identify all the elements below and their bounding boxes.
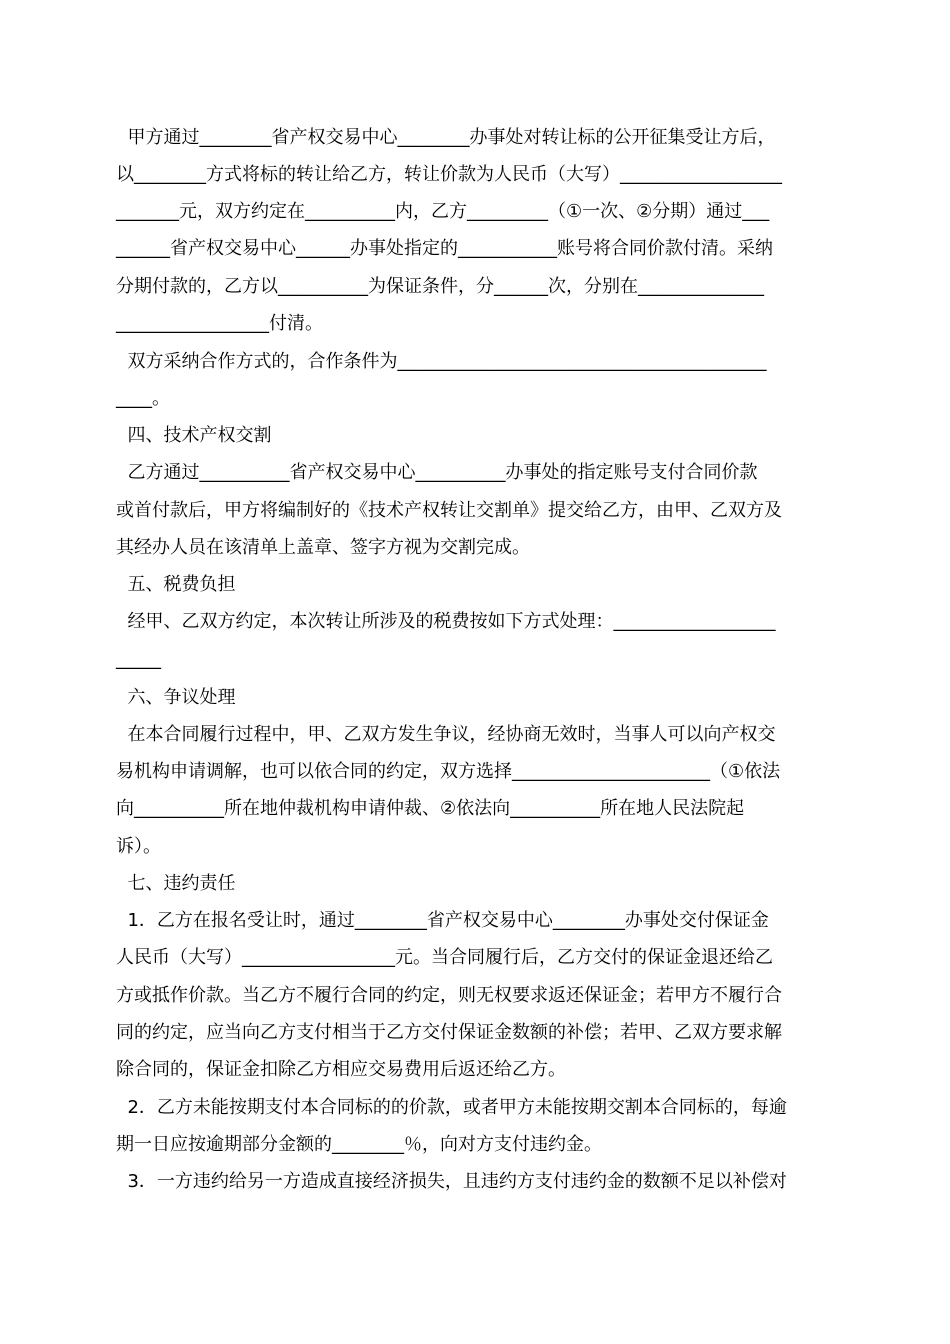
text-line: 乙方通过__________省产权交易中心__________办事处的指定账号支付合同价款 xyxy=(116,462,758,483)
text-line: 2．乙方未能按期支付本合同标的的价款，或者甲方未能按期交割本合同标的，每逾 xyxy=(116,1097,787,1118)
text-line: _______元，双方约定在__________内，乙方_________（①一次、②分期）通过___ xyxy=(116,201,770,222)
section-heading: 四、技术产权交割 xyxy=(116,425,272,446)
text-line: _____ xyxy=(116,649,161,670)
text-line: 或首付款后，甲方将编制好的《技术产权转让交割单》提交给乙方，由甲、乙双方及 xyxy=(116,500,782,521)
text-line: ______省产权交易中心______办事处指定的___________账号将合同价款付清。采纳 xyxy=(116,238,773,259)
text-line: 人民币（大写）_________________元。当合同履行后，乙方交付的保证金退还给乙 xyxy=(116,947,773,968)
text-line: 分期付款的，乙方以__________为保证条件，分______次，分别在______________ xyxy=(116,276,764,297)
section-heading: 五、税费负担 xyxy=(116,574,236,595)
text-line: 诉）。 xyxy=(116,836,161,857)
text-line: 方或抵作价款。当乙方不履行合同的约定，则无权要求返还保证金；若甲方不履行合 xyxy=(116,985,782,1006)
text-line: _________________付清。 xyxy=(116,313,323,334)
section-heading: 六、争议处理 xyxy=(116,687,236,708)
text-line: 易机构申请调解，也可以依合同的约定，双方选择______________________（①依法 xyxy=(116,761,781,782)
text-line: 双方采纳合作方式的，合作条件为_________________________________________ xyxy=(116,351,767,372)
text-line: 向__________所在地仲裁机构申请仲裁、②依法向__________所在地人民法院起 xyxy=(116,798,745,819)
text-line: 3．一方违约给另一方造成直接经济损失，且违约方支付违约金的数额不足以补偿对 xyxy=(116,1171,787,1192)
section-heading: 七、违约责任 xyxy=(116,873,236,894)
text-line: 以________方式将标的转让给乙方，转让价款为人民币（大写）__________________ xyxy=(116,164,782,185)
text-line: 同的约定，应当向乙方支付相当于乙方交付保证金数额的补偿；若甲、乙双方要求解 xyxy=(116,1022,782,1043)
text-line: 期一日应按逾期部分金额的________％，向对方支付违约金。 xyxy=(116,1134,602,1155)
text-line: 在本合同履行过程中，甲、乙双方发生争议，经协商无效时，当事人可以向产权交 xyxy=(116,724,776,745)
text-line: 经甲、乙双方约定，本次转让所涉及的税费按如下方式处理：__________________ xyxy=(116,611,776,632)
text-line: 除合同的，保证金扣除乙方相应交易费用后返还给乙方。 xyxy=(116,1059,566,1080)
text-line: ____。 xyxy=(116,388,170,409)
text-line: 1．乙方在报名受让时，通过________省产权交易中心________办事处交付保证金 xyxy=(116,910,769,931)
text-line: 甲方通过________省产权交易中心________办事处对转让标的公开征集受让方后， xyxy=(116,127,776,148)
text-line: 其经办人员在该清单上盖章、签字方视为交割完成。 xyxy=(116,537,530,558)
